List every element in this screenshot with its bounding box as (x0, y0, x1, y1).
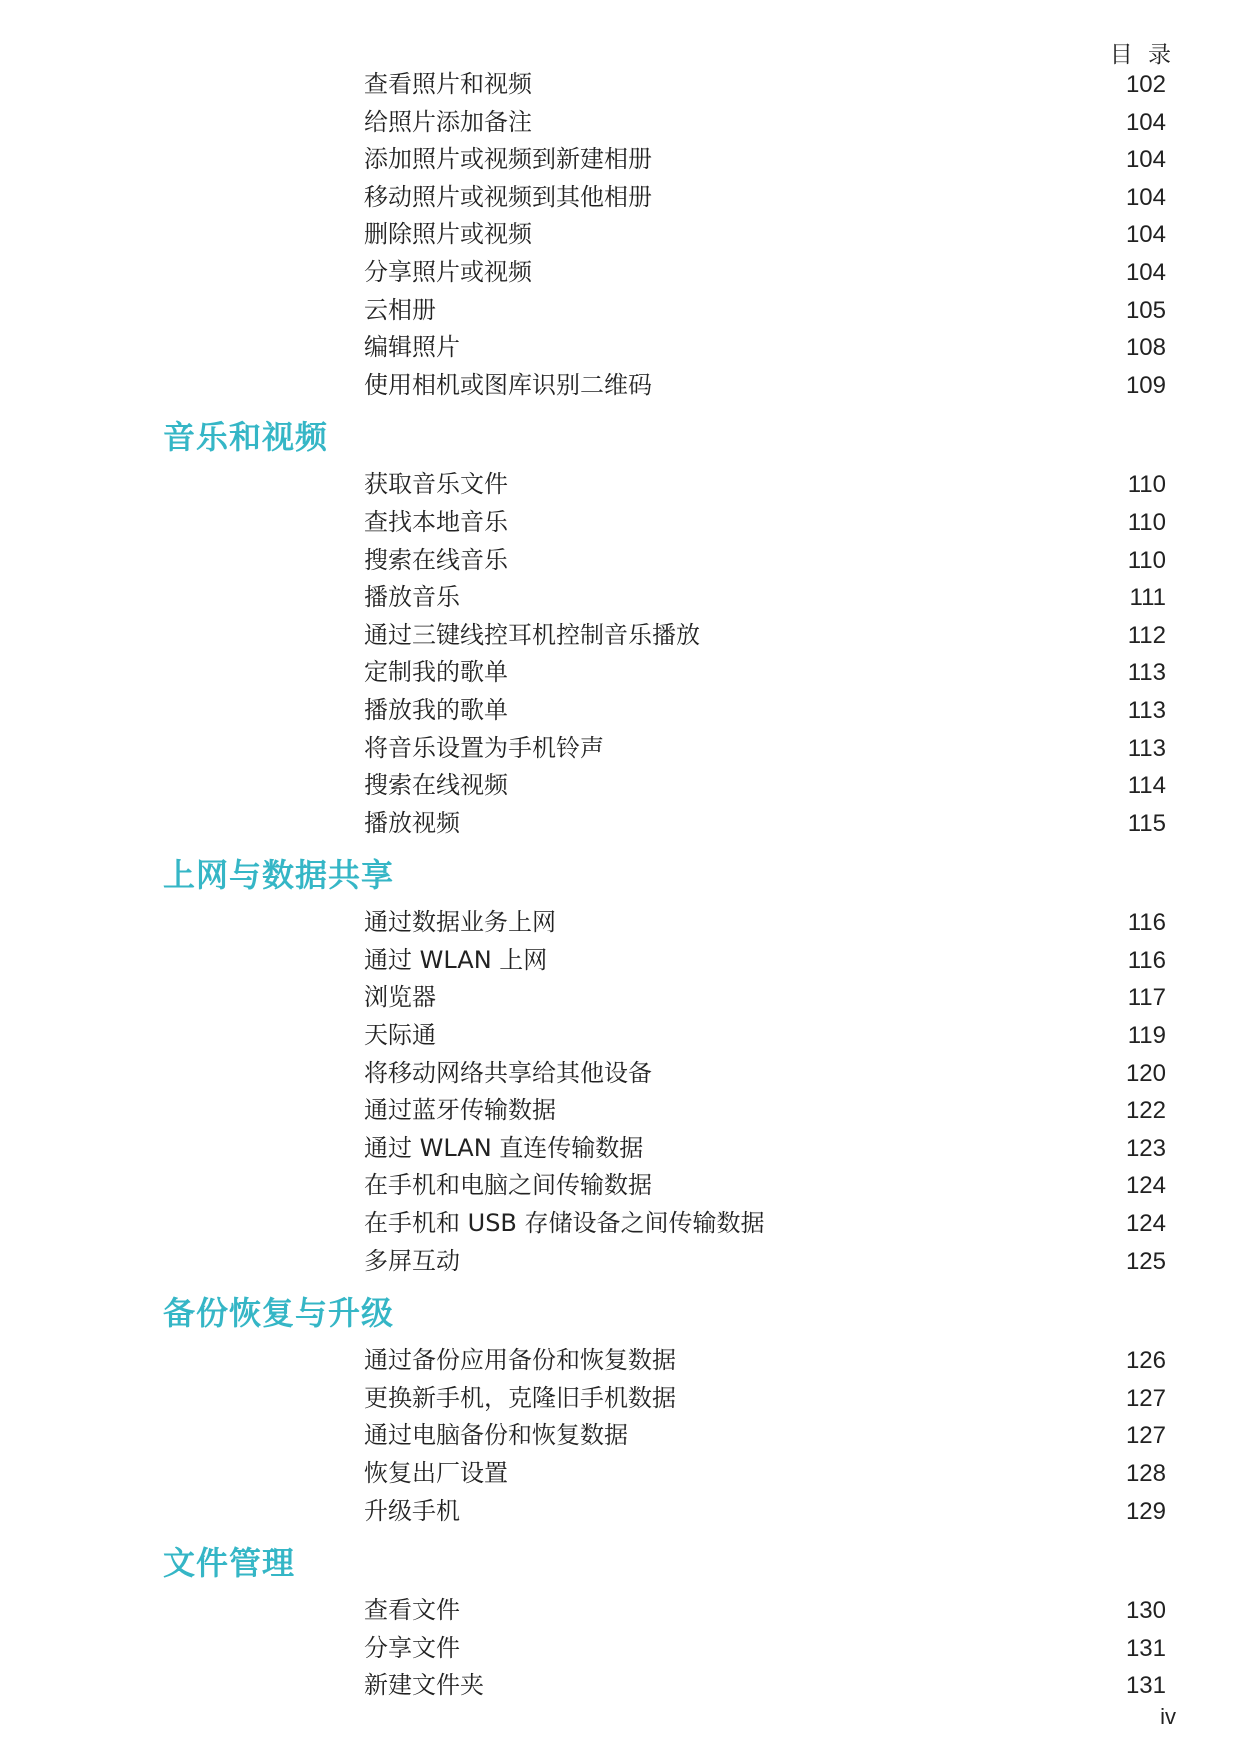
toc-entry-title[interactable]: 搜索在线音乐 (364, 545, 508, 574)
toc-entry-page-number: 110 (1127, 508, 1166, 536)
toc-section-heading (0, 1530, 1241, 1592)
toc-entry-title[interactable]: 新建文件夹 (364, 1671, 484, 1700)
toc-entry[interactable] (0, 979, 1241, 1017)
toc-entry-title[interactable]: 将移动网络共享给其他设备 (364, 1058, 652, 1087)
toc-entry-title[interactable]: 给照片添加备注 (364, 107, 532, 136)
toc-entry[interactable] (0, 254, 1241, 292)
toc-entry[interactable] (0, 1017, 1241, 1055)
toc-entry-title[interactable]: 获取音乐文件 (364, 470, 508, 499)
toc-entry[interactable] (0, 1630, 1241, 1668)
page-header-title: 目 录 (1109, 42, 1175, 68)
toc-entry[interactable] (0, 1380, 1241, 1418)
toc-entry-title[interactable]: 分享文件 (364, 1633, 460, 1662)
toc-entry-title[interactable]: 通过数据业务上网 (364, 908, 556, 937)
toc-entry-page-number: 104 (1125, 258, 1166, 286)
toc-entry-page-number: 104 (1125, 221, 1166, 249)
toc-entry[interactable] (0, 329, 1241, 367)
toc-entry-page-number: 131 (1125, 1634, 1166, 1662)
table-of-contents (0, 66, 1241, 1705)
toc-entry-title[interactable]: 播放音乐 (364, 583, 460, 612)
section-title[interactable]: 文件管理 (163, 1544, 296, 1583)
toc-entry[interactable] (0, 1417, 1241, 1455)
toc-entry[interactable] (0, 1342, 1241, 1380)
toc-entry-title[interactable]: 添加照片或视频到新建相册 (364, 145, 652, 174)
toc-entry-page-number: 112 (1127, 621, 1166, 649)
toc-entry-title[interactable]: 将音乐设置为手机铃声 (364, 733, 604, 762)
toc-entry-title[interactable]: 通过 WLAN 直连传输数据 (364, 1133, 644, 1162)
toc-entry-page-number: 113 (1127, 659, 1166, 687)
toc-entry[interactable] (0, 466, 1241, 504)
toc-entry-title[interactable]: 播放视频 (364, 808, 460, 837)
toc-entry-title[interactable]: 查看照片和视频 (364, 70, 532, 98)
toc-entry[interactable] (0, 805, 1241, 843)
toc-entry-page-number: 111 (1129, 584, 1166, 612)
toc-entry-title[interactable]: 通过备份应用备份和恢复数据 (364, 1346, 676, 1375)
toc-entry-title[interactable]: 更换新手机，克隆旧手机数据 (364, 1383, 676, 1412)
toc-entry[interactable] (0, 692, 1241, 730)
toc-entry-page-number: 104 (1125, 183, 1166, 211)
section-title[interactable]: 上网与数据共享 (163, 856, 395, 895)
toc-entry[interactable] (0, 66, 1241, 104)
toc-entry[interactable] (0, 1167, 1241, 1205)
toc-entry-page-number: 122 (1125, 1097, 1166, 1125)
toc-entry-title[interactable]: 查找本地音乐 (364, 507, 508, 536)
toc-entry-title[interactable]: 编辑照片 (364, 333, 460, 362)
toc-entry[interactable] (0, 942, 1241, 980)
toc-entry[interactable] (0, 654, 1241, 692)
toc-entry-page-number: 110 (1127, 471, 1166, 499)
toc-entry-title[interactable]: 浏览器 (364, 983, 436, 1012)
toc-entry[interactable] (0, 1243, 1241, 1281)
toc-entry-title[interactable]: 搜索在线视频 (364, 771, 508, 800)
section-title[interactable]: 备份恢复与升级 (163, 1294, 395, 1333)
toc-section-heading (0, 404, 1241, 466)
toc-entry-title[interactable]: 通过电脑备份和恢复数据 (364, 1421, 628, 1450)
toc-entry[interactable] (0, 1205, 1241, 1243)
toc-entry-title[interactable]: 查看文件 (364, 1596, 460, 1625)
toc-entry-title[interactable]: 恢复出厂设置 (364, 1459, 508, 1487)
toc-entry-title[interactable]: 云相册 (364, 295, 436, 324)
toc-entry-title[interactable]: 通过蓝牙传输数据 (364, 1096, 556, 1125)
toc-entry-page-number: 108 (1125, 334, 1166, 362)
toc-entry-title[interactable]: 通过三键线控耳机控制音乐播放 (364, 620, 700, 649)
toc-entry[interactable] (0, 579, 1241, 617)
toc-entry-title[interactable]: 移动照片或视频到其他相册 (364, 182, 652, 211)
toc-entry-title[interactable]: 多屏互动 (364, 1246, 460, 1275)
toc-section-heading (0, 842, 1241, 904)
toc-entry-title[interactable]: 升级手机 (364, 1496, 460, 1525)
toc-entry-page-number: 113 (1127, 734, 1166, 762)
toc-entry-title[interactable]: 天际通 (364, 1021, 436, 1050)
toc-entry[interactable] (0, 141, 1241, 179)
toc-entry-page-number: 104 (1125, 108, 1166, 136)
toc-entry-page-number: 128 (1125, 1460, 1166, 1487)
toc-entry-page-number: 104 (1125, 146, 1166, 174)
toc-entry[interactable] (0, 1092, 1241, 1130)
toc-entry[interactable] (0, 1493, 1241, 1531)
toc-entry[interactable] (0, 1130, 1241, 1168)
toc-entry[interactable] (0, 1667, 1241, 1705)
toc-entry-title[interactable]: 在手机和电脑之间传输数据 (364, 1171, 652, 1200)
toc-entry[interactable] (0, 1055, 1241, 1093)
toc-entry-page-number: 127 (1125, 1422, 1166, 1450)
toc-entry[interactable] (0, 216, 1241, 254)
toc-entry[interactable] (0, 504, 1241, 542)
toc-entry-page-number: 105 (1125, 296, 1166, 324)
toc-entry[interactable] (0, 1455, 1241, 1493)
toc-entry-page-number: 120 (1125, 1059, 1166, 1087)
toc-entry[interactable] (0, 179, 1241, 217)
toc-entry-page-number: 114 (1127, 772, 1166, 800)
toc-entry-title[interactable]: 定制我的歌单 (364, 658, 508, 687)
toc-entry-page-number: 123 (1125, 1134, 1166, 1162)
toc-entry-page-number: 109 (1125, 371, 1166, 399)
toc-entry-page-number: 110 (1127, 546, 1166, 574)
toc-entry-title[interactable]: 使用相机或图库识别二维码 (364, 370, 652, 399)
toc-entry[interactable] (0, 367, 1241, 405)
toc-entry-page-number: 117 (1127, 984, 1166, 1012)
toc-entry[interactable] (0, 767, 1241, 805)
toc-entry-title[interactable]: 分享照片或视频 (364, 257, 532, 286)
toc-entry-page-number: 125 (1125, 1247, 1166, 1275)
toc-entry-page-number: 113 (1127, 696, 1166, 724)
page-number: iv (1160, 1704, 1176, 1729)
toc-entry-page-number: 116 (1127, 909, 1166, 937)
toc-entry-page-number: 124 (1125, 1210, 1166, 1238)
toc-entry[interactable] (0, 730, 1241, 768)
toc-entry-title[interactable]: 在手机和 USB 存储设备之间传输数据 (364, 1209, 765, 1238)
toc-entry-page-number: 130 (1125, 1597, 1166, 1625)
toc-entry-page-number: 102 (1125, 71, 1166, 98)
toc-entry[interactable] (0, 617, 1241, 655)
toc-entry-page-number: 115 (1127, 809, 1166, 837)
toc-entry[interactable] (0, 542, 1241, 580)
toc-entry-page-number: 127 (1125, 1384, 1166, 1412)
section-title[interactable]: 音乐和视频 (163, 418, 329, 457)
toc-entry-page-number: 129 (1125, 1497, 1166, 1525)
toc-entry[interactable] (0, 904, 1241, 942)
toc-entry-title[interactable]: 播放我的歌单 (364, 695, 508, 724)
toc-entry[interactable] (0, 1592, 1241, 1630)
toc-entry-page-number: 116 (1127, 946, 1166, 974)
toc-entry[interactable] (0, 104, 1241, 142)
toc-entry-page-number: 126 (1125, 1347, 1166, 1375)
toc-entry-title[interactable]: 通过 WLAN 上网 (364, 945, 548, 974)
toc-entry-page-number: 119 (1127, 1022, 1166, 1050)
toc-entry-title[interactable]: 删除照片或视频 (364, 220, 532, 249)
toc-entry-page-number: 131 (1125, 1672, 1166, 1700)
toc-section-heading (0, 1280, 1241, 1342)
toc-entry-page-number: 124 (1125, 1172, 1166, 1200)
toc-entry[interactable] (0, 292, 1241, 330)
